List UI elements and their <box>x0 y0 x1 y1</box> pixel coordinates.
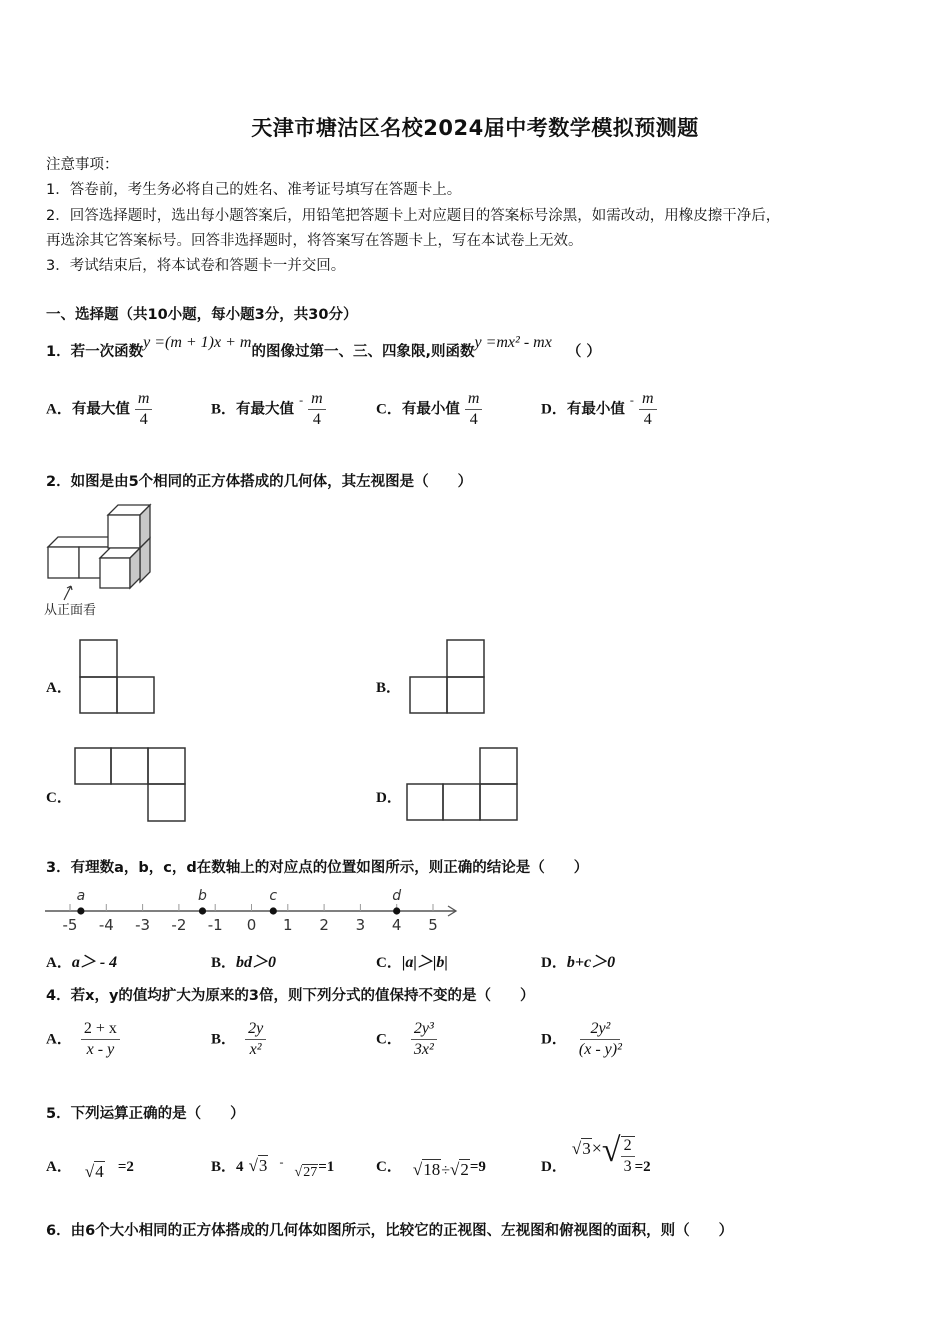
question-number: 1． <box>46 344 71 360</box>
sqrt-expression: √3 <box>248 1156 268 1175</box>
q4-option-c[interactable] <box>376 1020 437 1059</box>
q2-option-c-figure[interactable] <box>73 746 189 824</box>
sqrt-expression: √2 <box>450 1160 469 1179</box>
q3-option-c[interactable] <box>376 949 448 972</box>
point-label: c <box>269 888 278 904</box>
result: =2 <box>117 1159 134 1175</box>
option-text: |a|＞|b| <box>401 954 448 971</box>
fraction: $\frac{\text{2y²}}{\text{(x - y)²}}$ <box>578 1020 622 1058</box>
stem-text: 若x，y的值均扩大为原来的3倍，则下列分式的值保持不变的是（ ） <box>70 988 535 1004</box>
fraction: $\frac{2}{3}$ <box>621 1136 635 1176</box>
tick-label: 1 <box>283 916 293 934</box>
tick-label: 3 <box>355 916 366 934</box>
option-text: 有最大值 <box>71 401 130 418</box>
option-text: a＞ - 4 <box>71 954 118 971</box>
fraction: $\frac{2 + x}{x - y}$ <box>81 1020 120 1059</box>
q2-option-d-label[interactable]: D． <box>376 790 402 806</box>
notice-item: 2．回答选择题时，选出每小题答案后，用铅笔把答题卡上对应题目的答案标号涂黑，如需改动，用橡皮擦干净后， <box>46 208 781 224</box>
q3-option-d[interactable] <box>541 949 615 972</box>
tick-label: -2 <box>171 916 187 934</box>
question-5-stem <box>46 1102 245 1123</box>
q4-option-a[interactable] <box>46 1020 120 1059</box>
notice-heading: 注意事项： <box>46 157 119 173</box>
q2-option-b-label[interactable]: B． <box>376 680 402 696</box>
question-2-stem <box>46 470 472 491</box>
notice-item: 再选涂其它答案标号。回答非选择题时，将答案写在答题卡上，写在本试卷上无效。 <box>46 233 583 249</box>
result: =2 <box>634 1159 651 1175</box>
tick-label: -5 <box>62 916 78 934</box>
q2-option-c-label[interactable]: C． <box>46 790 72 806</box>
q2-option-a-label[interactable]: A． <box>46 680 72 696</box>
option-label: B． <box>211 401 237 418</box>
point-a <box>77 907 84 914</box>
option-label: D． <box>541 1159 567 1175</box>
option-text: 有最小值 <box>566 401 625 418</box>
point-label: d <box>392 888 402 904</box>
figure-caption: 从正面看 <box>44 603 97 618</box>
tick-label: -4 <box>98 916 114 934</box>
q5-option-b[interactable]: B．4 √3 - √27=1 <box>211 1155 335 1180</box>
q1-option-c[interactable] <box>376 390 482 429</box>
formula-quadratic: y =mx² - mx <box>474 334 552 351</box>
fraction: $\frac{\text{2y³}}{\text{3x²}}$ <box>411 1020 437 1059</box>
option-label: C． <box>376 955 402 971</box>
sqrt-expression: √18 <box>412 1160 441 1179</box>
number-line <box>40 882 470 937</box>
option-label: D． <box>541 955 567 971</box>
cube-assembly-figure <box>40 500 160 620</box>
fraction: $\frac{m}{4}$ <box>639 390 657 429</box>
sqrt-expression: √ <box>601 1132 621 1169</box>
option-text: 有最大值 <box>236 401 295 418</box>
q5-option-a[interactable] <box>46 1155 134 1181</box>
point-label: a <box>76 888 86 904</box>
sqrt-expression: √27 <box>294 1165 318 1180</box>
fraction: $\frac{m}{4}$ <box>308 390 326 429</box>
point-label: b <box>198 888 207 904</box>
q3-option-a[interactable] <box>46 949 117 972</box>
tick-label: 0 <box>246 916 257 934</box>
sqrt-expression: √3 <box>571 1139 591 1158</box>
option-label: A． <box>46 1031 72 1048</box>
minus-sign: - <box>299 392 304 407</box>
option-label: B． <box>211 1031 237 1048</box>
option-label: D． <box>541 1031 567 1048</box>
q1-option-d[interactable] <box>541 390 657 429</box>
option-label: C． <box>376 1159 402 1175</box>
question-number: 3． <box>46 860 71 876</box>
fraction: $\frac{m}{4}$ <box>465 390 483 429</box>
notice-item: 3．考试结束后，将本试卷和答题卡一并交回。 <box>46 258 346 274</box>
question-number: 2． <box>46 474 71 490</box>
question-3-stem <box>46 856 588 877</box>
option-label: B． <box>211 955 237 971</box>
result: =1 <box>318 1159 335 1175</box>
page-title: 天津市塘沽区名校2024届中考数学模拟预测题 <box>251 116 699 140</box>
answer-blank: （ ） <box>566 344 601 360</box>
stem-text: 的图像过第一、三、四象限,则函数 <box>251 344 475 360</box>
stem-text: 下列运算正确的是（ ） <box>70 1106 245 1122</box>
option-text: b+c＞0 <box>566 954 616 971</box>
minus-sign: - <box>629 392 634 407</box>
option-label: A． <box>46 955 72 971</box>
option-label: A． <box>46 1159 72 1175</box>
option-text: 有最小值 <box>401 401 460 418</box>
question-4-stem <box>46 984 535 1005</box>
q4-option-b[interactable] <box>211 1020 266 1059</box>
tick-label: 5 <box>428 916 438 934</box>
question-number: 6． <box>46 1223 71 1239</box>
q5-option-c[interactable]: C． √18÷√2=9 <box>376 1159 486 1179</box>
q1-option-b[interactable] <box>211 390 326 429</box>
question-number: 5． <box>46 1106 71 1122</box>
sqrt-expression: √4 <box>84 1162 104 1181</box>
stem-text: 若一次函数 <box>70 344 144 360</box>
q5-option-d[interactable]: D． √3×√ $\frac{2}{3}$ =2 <box>541 1132 651 1175</box>
q2-option-b-figure[interactable] <box>408 638 488 716</box>
q2-option-d-figure[interactable] <box>405 746 521 824</box>
option-label: C． <box>376 401 402 418</box>
question-number: 4． <box>46 988 71 1004</box>
option-text: bd＞0 <box>236 954 277 971</box>
stem-text: 有理数a，b，c，d在数轴上的对应点的位置如图所示，则正确的结论是（ ） <box>70 860 589 876</box>
question-1-stem <box>46 334 601 361</box>
option-label: A． <box>46 401 72 418</box>
fraction: $\frac{m}{4}$ <box>135 390 153 429</box>
fraction: $\frac{2y}{\text{x²}}$ <box>245 1020 266 1059</box>
tick-label: 2 <box>319 916 329 934</box>
point-d <box>393 907 400 914</box>
question-6-stem <box>46 1219 733 1240</box>
option-label: B． <box>211 1159 237 1175</box>
tick-label: -1 <box>207 916 223 934</box>
result: =9 <box>469 1159 486 1175</box>
q1-option-a[interactable] <box>46 390 152 429</box>
option-label: C． <box>376 1031 402 1048</box>
q2-option-a-figure[interactable] <box>78 638 158 716</box>
formula-linear: y =(m + 1)x + m <box>143 334 252 351</box>
q3-option-b[interactable] <box>211 949 276 972</box>
option-label: D． <box>541 401 567 418</box>
section-heading: 一、选择题（共10小题，每小题3分，共30分） <box>46 307 358 323</box>
point-b <box>199 907 206 914</box>
point-c <box>270 907 277 914</box>
stem-text: 如图是由5个相同的正方体搭成的几何体，其左视图是（ ） <box>70 474 473 490</box>
q4-option-d[interactable] <box>541 1020 625 1059</box>
stem-text: 由6个大小相同的正方体搭成的几何体如图所示，比较它的正视图、左视图和俯视图的面积，则（ ） <box>70 1223 734 1239</box>
notice-item: 1．答卷前，考生务必将自己的姓名、准考证号填写在答题卡上。 <box>46 182 462 198</box>
tick-label: 4 <box>391 916 402 934</box>
tick-label: -3 <box>135 916 151 934</box>
